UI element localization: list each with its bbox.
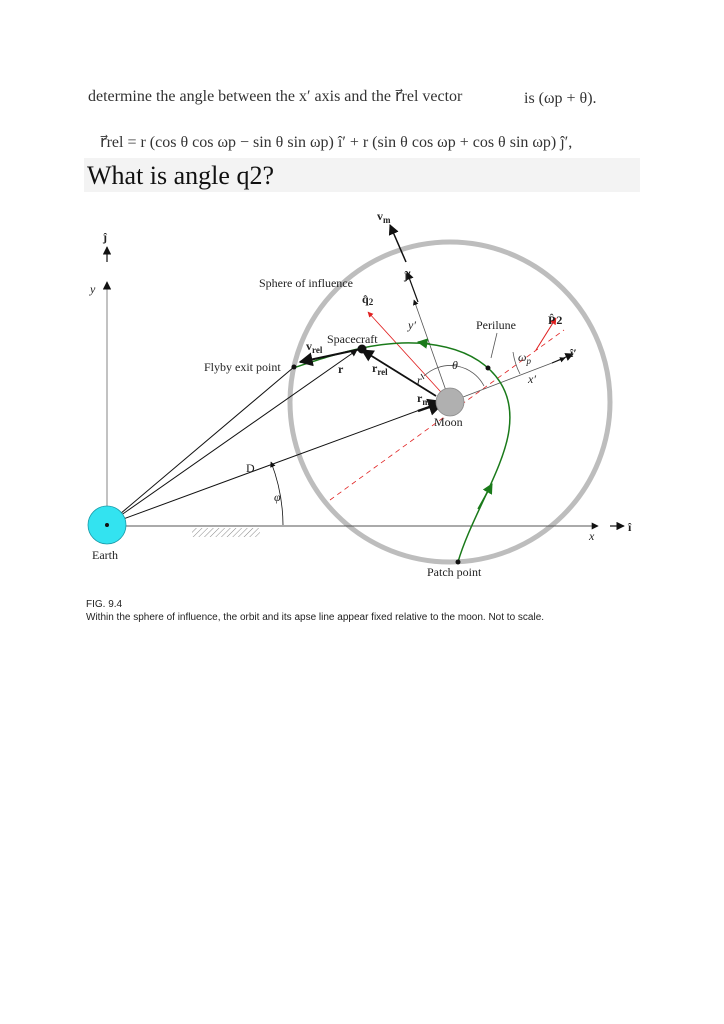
flyby-exit-label: Flyby exit point xyxy=(204,360,281,374)
flyby-line xyxy=(107,367,294,525)
spacecraft-label: Spacecraft xyxy=(327,332,378,346)
x-prime-axis xyxy=(450,358,565,402)
vm-arrow xyxy=(390,225,406,262)
j-prime-label: ĵ′ xyxy=(404,268,412,282)
q2-label: q̂2 xyxy=(362,292,374,307)
ground-hatch xyxy=(192,528,260,537)
earth-label: Earth xyxy=(92,548,118,562)
vrel-label: $v_{rel}$ xyxy=(306,339,323,355)
perilune-dot xyxy=(486,366,491,371)
earth-center xyxy=(105,523,109,527)
sphere-label: Sphere of influence xyxy=(259,276,353,290)
r-small-label: r xyxy=(417,373,422,387)
patch-point-label: Patch point xyxy=(427,565,482,579)
caption-text: Within the sphere of influence, the orbit and its apse line appear fixed relative to the moon. Not to scale. xyxy=(86,612,545,623)
moon xyxy=(436,388,464,416)
r-label: r xyxy=(338,362,344,376)
theta-label: θ xyxy=(452,358,458,372)
j-hat-label: ĵ xyxy=(103,230,107,244)
perilune-label: Perilune xyxy=(476,318,516,332)
equation-line-2: r⃗rel = r (cos θ cos ωp − sin θ sin ωp) î′ + r (sin θ cos ωp + cos θ sin ωp) ĵ′, xyxy=(100,134,573,151)
rrel-label: $r_{rel}$ xyxy=(372,361,388,377)
eq1-sentence: determine the angle between the x′ axis and the r⃗rel vector xyxy=(88,88,463,105)
rm-label: $r_m$ xyxy=(417,391,430,407)
question-text: What is angle q2? xyxy=(87,161,274,190)
earth-moon-line xyxy=(107,404,436,525)
orbit-arrow-bottom xyxy=(478,484,492,509)
x-prime-label: x′ xyxy=(528,372,536,386)
moon-label: Moon xyxy=(434,415,463,429)
perilune-pointer xyxy=(491,333,497,358)
vm-label: $v_m$ xyxy=(377,209,391,225)
i-prime-label: î′ xyxy=(570,346,577,360)
omega-label: $\omega_p$ xyxy=(518,350,531,366)
caption-figure-number: FIG. 9.4 xyxy=(86,599,123,610)
x-label: x xyxy=(589,529,595,543)
p2-label: P̂2 xyxy=(548,313,563,327)
y-label: y xyxy=(90,282,96,296)
orbit-curve xyxy=(293,343,510,562)
figure-caption xyxy=(86,598,686,624)
i-hat-label: î xyxy=(628,520,632,534)
patch-point-dot xyxy=(456,560,461,565)
d-label: D xyxy=(246,461,255,475)
eq1-result: is (ωp + θ). xyxy=(524,90,597,107)
flyby-exit-dot xyxy=(292,365,297,370)
phi-label: φ xyxy=(274,490,281,504)
y-prime-label: y′ xyxy=(408,318,416,332)
